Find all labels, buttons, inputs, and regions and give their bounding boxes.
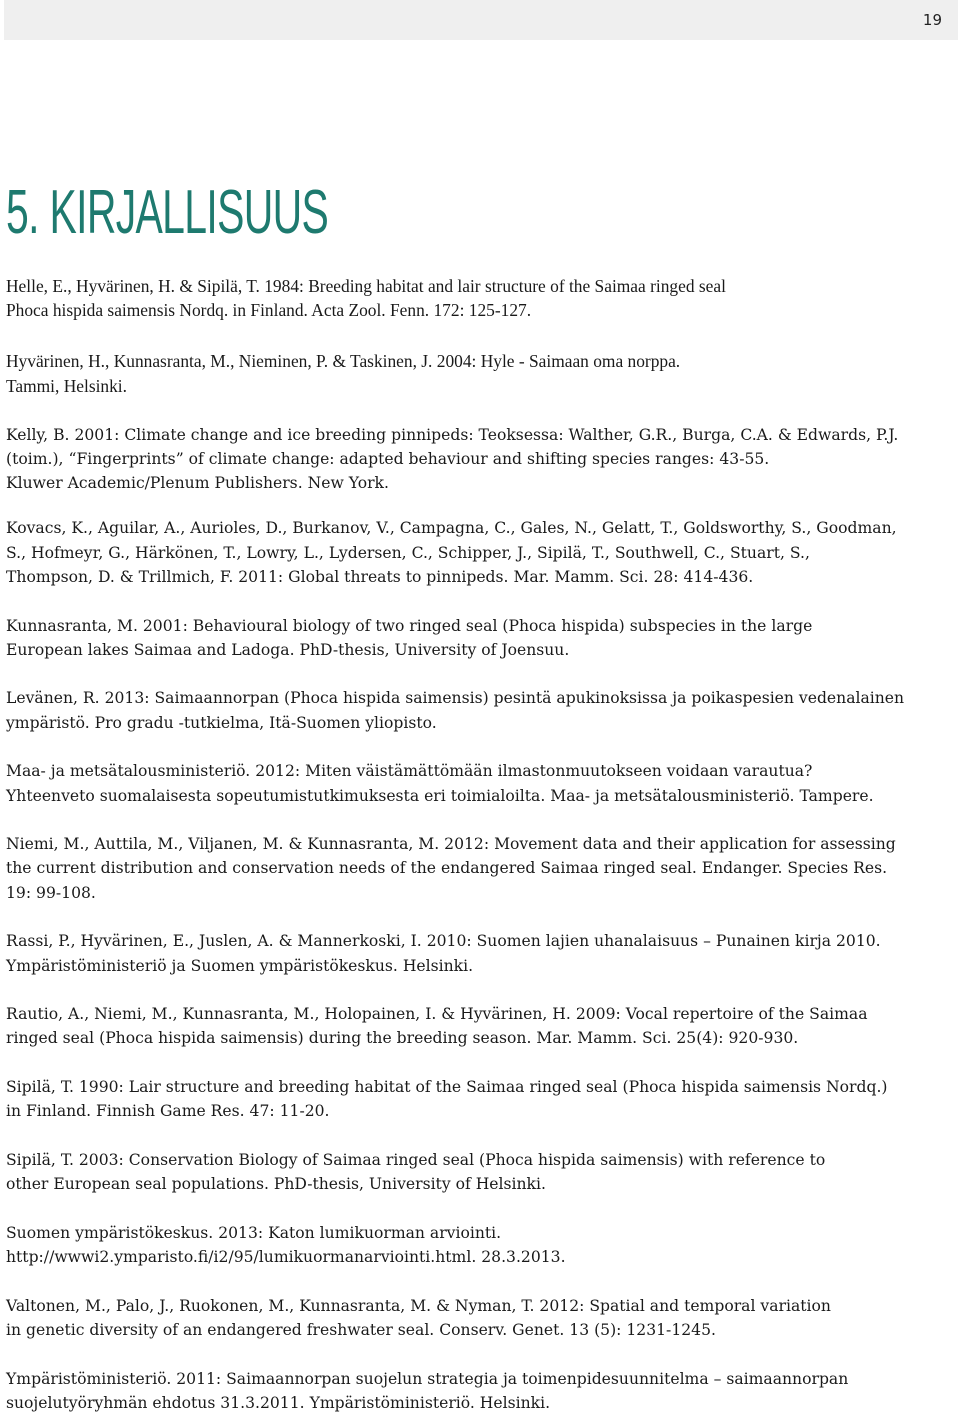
reference-item: Sipilä, T. 1990: Lair structure and breeding habitat of the Saimaa ringed seal (Phoca hispida saimensis Nordq.) in Finland. Finnish Game Res. 47: 11-20. [6,1078,888,1121]
page-number: 19 [922,11,942,29]
reference-list [6,274,958,1415]
reference-item: Kunnasranta, M. 2001: Behavioural biology of two ringed seal (Phoca hispida) subspecies in the large European lakes Saimaa and Ladoga. PhD-thesis, University of Joensuu. [6,616,813,659]
reference-item: Niemi, M., Auttila, M., Viljanen, M. & Kunnasranta, M. 2012: Movement data and their application for assessing the current distribution and conservation needs of the endangered Saimaa ringed seal. Endanger. Species Res. 19: 99-108. [6,835,896,902]
reference-item: Levänen, R. 2013: Saimaannorpan (Phoca hispida saimensis) pesintä apukinoksissa ja poikaspesien vedenalainen ympäristö. Pro gradu -tutkielma, Itä-Suomen yliopisto. [6,689,905,732]
reference-item: Suomen ympäristökeskus. 2013: Katon lumikuorman arviointi. http://wwwi2.ymparisto.fi/i2/95/lumikuormanarviointi.html. 28.3.2013. [6,1223,566,1267]
reference-item: Ympäristöministeriö. 2011: Saimaannorpan suojelun strategia ja toimenpidesuunnitelma – saimaannorpan suojelutyöryhmän ehdotus 31.3.2011. Ympäristöministeriö. Helsinki. [6,1369,849,1412]
reference-item: Sipilä, T. 2003: Conservation Biology of Saimaa ringed seal (Phoca hispida saimensis) with reference to other European seal populations. PhD-thesis, University of Helsinki. [6,1151,826,1194]
reference-item: Maa- ja metsätalousministeriö. 2012: Miten väistämättömään ilmastonmuutokseen voidaan varautua? Yhteenveto suomalaisesta sopeutumistutkimuksesta eri toimialoilta. Maa- ja metsätalousministeriö. Tampere. [6,762,874,805]
reference-item: Kelly, B. 2001: Climate change and ice breeding pinnipeds: Teoksessa: Walther, G.R., Burga, C.A. & Edwards, P.J. (toim.), “Fingerprints” of climate change: adapted behaviour and shifting species ranges: 43-55. Kluwer Academic/Plenum Publishers. New York. [6,425,899,493]
reference-item: Hyvärinen, H., Kunnasranta, M., Nieminen, P. & Taskinen, J. 2004: Hyle - Saimaan oma norppa. Tammi, Helsinki. [6,351,681,396]
reference-item: Valtonen, M., Palo, J., Ruokonen, M., Kunnasranta, M. & Nyman, T. 2012: Spatial and temporal variation in genetic diversity of an endangered freshwater seal. Conserv. Genet. 13 (5): 1231-1245. [6,1296,831,1340]
section-heading: 5. KIRJALLISUUS [6,178,329,247]
reference-item: Helle, E., Hyvärinen, H. & Sipilä, T. 1984: Breeding habitat and lair structure of the Saimaa ringed seal Phoca hispida saimensis Nordq. in Finland. Acta Zool. Fenn. 172: 125-127. [6,276,726,321]
reference-item: Kovacs, K., Aguilar, A., Aurioles, D., Burkanov, V., Campagna, C., Gales, N., Gelatt, T., Goldsworthy, S., Goodman, S., Hofmeyr, G., Härkönen, T., Lowry, L., Lydersen, C., Schipper, J., Sipilä, T., Southwell, C., Stuart, S., Thompson, D. & Trillmich, F. 2011: Global threats to pinnipeds. Mar. Mamm. Sci. 28: 414-436. [6,519,897,586]
page-header-band [4,0,958,40]
reference-item: Rassi, P., Hyvärinen, E., Juslen, A. & Mannerkoski, I. 2010: Suomen lajien uhanalaisuus – Punainen kirja 2010. Ympäristöministeriö ja Suomen ympäristökeskus. Helsinki. [6,932,881,975]
reference-item: Rautio, A., Niemi, M., Kunnasranta, M., Holopainen, I. & Hyvärinen, H. 2009: Vocal repertoire of the Saimaa ringed seal (Phoca hispida saimensis) during the breeding season. Mar. Mamm. Sci. 25(4): 920-930. [6,1005,868,1048]
